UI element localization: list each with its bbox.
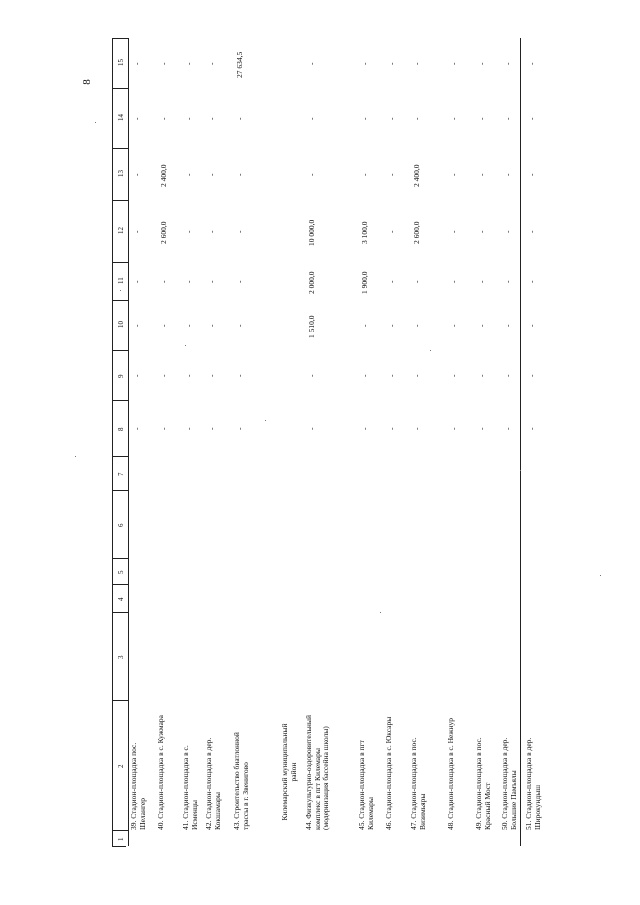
table-cell-col-9: - bbox=[527, 374, 536, 377]
table-cell-col-11: - bbox=[184, 280, 193, 283]
row-label: 47. Стадион-площадка в пос. Визимьяры bbox=[409, 737, 427, 830]
table-cell-col-8: - bbox=[235, 427, 244, 430]
row-label: 43. Строительство биатлонной трассы в г. Звенигово bbox=[232, 732, 250, 830]
header-separator bbox=[112, 584, 128, 585]
table-cell-col-8: - bbox=[387, 427, 396, 430]
table-cell-col-14: - bbox=[360, 117, 369, 120]
table-cell-col-14: - bbox=[132, 117, 141, 120]
table-cell-col-12: - bbox=[235, 230, 244, 233]
table-cell-col-13: - bbox=[307, 173, 316, 176]
table-cell-col-10: - bbox=[159, 324, 168, 327]
row-label: 41. Стадион-площадка в с. Исменцы bbox=[181, 745, 199, 830]
column-header: 1 bbox=[117, 837, 125, 841]
table-cell-col-15: - bbox=[503, 62, 512, 65]
column-header: 9 bbox=[117, 374, 125, 378]
table-cell-col-15: - bbox=[132, 62, 141, 65]
table-cell-col-12: - bbox=[449, 230, 458, 233]
table-cell-col-11: - bbox=[412, 280, 421, 283]
table-cell-col-8: - bbox=[184, 427, 193, 430]
column-header: 13 bbox=[117, 170, 125, 177]
table-cell-col-11: - bbox=[503, 280, 512, 283]
table-cell-col-8: - bbox=[360, 427, 369, 430]
scan-speck bbox=[265, 420, 266, 421]
column-header: 12 bbox=[117, 227, 125, 234]
page-number: 8 bbox=[80, 79, 93, 85]
table-cell-col-13: - bbox=[207, 173, 216, 176]
table-cell-col-14: - bbox=[387, 117, 396, 120]
table-cell-col-10: - bbox=[387, 324, 396, 327]
table-cell-col-14: - bbox=[235, 117, 244, 120]
table-cell-col-8: - bbox=[307, 427, 316, 430]
scan-speck bbox=[185, 345, 186, 346]
table-cell-col-12: - bbox=[207, 230, 216, 233]
table-cell-col-10: - bbox=[412, 324, 421, 327]
table-cell-col-12: - bbox=[477, 230, 486, 233]
column-header: 3 bbox=[117, 655, 125, 659]
column-header: 5 bbox=[117, 570, 125, 574]
table-cell-col-9: - bbox=[184, 374, 193, 377]
table-cell-col-10: - bbox=[184, 324, 193, 327]
row-label: 49. Стадион-площадка в пос. Красный Мост bbox=[474, 737, 492, 830]
header-separator bbox=[112, 700, 128, 701]
table-cell-col-15: - bbox=[412, 62, 421, 65]
scan-speck bbox=[430, 350, 431, 351]
table-cell-col-9: - bbox=[449, 374, 458, 377]
table-cell-col-12: 10 000,0 bbox=[307, 219, 316, 247]
table-cell-col-9: - bbox=[387, 374, 396, 377]
row-label: 39. Стадион-площадка пос. Шелангер bbox=[129, 742, 147, 830]
header-separator bbox=[112, 456, 128, 457]
table-cell-col-13: - bbox=[503, 173, 512, 176]
table-cell-col-9: - bbox=[207, 374, 216, 377]
header-separator bbox=[112, 612, 128, 613]
header-separator bbox=[112, 830, 128, 831]
table-cell-col-10: - bbox=[207, 324, 216, 327]
table-cell-col-14: - bbox=[307, 117, 316, 120]
table-border-line bbox=[128, 38, 129, 846]
table-cell-col-11: - bbox=[477, 280, 486, 283]
table-cell-col-14: - bbox=[527, 117, 536, 120]
column-header: 11 bbox=[117, 277, 125, 284]
row-label: 48. Стадион-площадка в с. Нежнур bbox=[446, 717, 455, 830]
table-cell-col-10: - bbox=[360, 324, 369, 327]
table-border-line bbox=[520, 38, 521, 846]
header-separator bbox=[112, 88, 128, 89]
table-cell-col-9: - bbox=[412, 374, 421, 377]
table-bottom-line bbox=[112, 846, 126, 847]
table-cell-col-11: - bbox=[449, 280, 458, 283]
table-cell-col-11: - bbox=[159, 280, 168, 283]
table-cell-col-11: 1 900,0 bbox=[360, 271, 369, 295]
row-label: 50. Стадион-площадка в дер. Большие Памъялы bbox=[500, 737, 518, 830]
table-cell-col-13: 2 400,0 bbox=[159, 164, 168, 188]
row-label: 44. Физкультурно-оздоровительный комплекс в пгт Килемары (модернизация бассейна школы) bbox=[304, 715, 331, 830]
table-cell-col-12: - bbox=[184, 230, 193, 233]
row-label: 51. Стадион-площадка в дер. Широкундыш bbox=[524, 737, 542, 830]
table-cell-col-14: - bbox=[412, 117, 421, 120]
table-cell-col-15: - bbox=[387, 62, 396, 65]
table-cell-col-11: - bbox=[527, 280, 536, 283]
table-cell-col-9: - bbox=[477, 374, 486, 377]
table-cell-col-13: - bbox=[360, 173, 369, 176]
table-cell-col-9: - bbox=[503, 374, 512, 377]
table-cell-col-9: - bbox=[132, 374, 141, 377]
table-cell-col-15: - bbox=[360, 62, 369, 65]
table-cell-col-13: - bbox=[184, 173, 193, 176]
table-cell-col-15: 27 634,5 bbox=[235, 51, 244, 79]
column-header: 10 bbox=[117, 321, 125, 328]
table-cell-col-14: - bbox=[477, 117, 486, 120]
table-cell-col-8: - bbox=[527, 427, 536, 430]
column-header: 8 bbox=[117, 427, 125, 431]
column-header: 6 bbox=[117, 523, 125, 527]
row-label: 45. Стадион-площадка в пгт Килемары bbox=[357, 740, 375, 830]
header-separator bbox=[112, 350, 128, 351]
header-separator bbox=[112, 148, 128, 149]
table-cell-col-8: - bbox=[449, 427, 458, 430]
table-cell-col-8: - bbox=[412, 427, 421, 430]
table-cell-col-9: - bbox=[360, 374, 369, 377]
table-cell-col-12: - bbox=[503, 230, 512, 233]
header-separator bbox=[112, 262, 128, 263]
table-cell-col-13: - bbox=[477, 173, 486, 176]
table-cell-col-11: - bbox=[235, 280, 244, 283]
table-cell-col-10: - bbox=[477, 324, 486, 327]
table-cell-col-9: - bbox=[159, 374, 168, 377]
table-cell-col-11: 2 000,0 bbox=[307, 271, 316, 295]
table-cell-col-12: - bbox=[527, 230, 536, 233]
header-separator bbox=[112, 558, 128, 559]
header-separator bbox=[112, 38, 128, 39]
table-cell-col-10: - bbox=[527, 324, 536, 327]
table-cell-col-13: - bbox=[449, 173, 458, 176]
table-cell-col-10: - bbox=[449, 324, 458, 327]
table-cell-col-13: - bbox=[527, 173, 536, 176]
table-cell-col-10: - bbox=[503, 324, 512, 327]
table-cell-col-13: 2 400,0 bbox=[412, 164, 421, 188]
table-cell-col-8: - bbox=[477, 427, 486, 430]
table-cell-col-8: - bbox=[132, 427, 141, 430]
table-cell-col-10: - bbox=[132, 324, 141, 327]
table-cell-col-11: - bbox=[132, 280, 141, 283]
table-cell-col-15: - bbox=[159, 62, 168, 65]
table-cell-col-11: - bbox=[207, 280, 216, 283]
scan-speck bbox=[75, 456, 76, 457]
table-cell-col-15: - bbox=[477, 62, 486, 65]
scan-speck bbox=[600, 575, 601, 576]
table-cell-col-12: 2 600,0 bbox=[159, 221, 168, 245]
table-cell-col-10: - bbox=[235, 324, 244, 327]
header-separator bbox=[112, 200, 128, 201]
table-cell-col-14: - bbox=[503, 117, 512, 120]
scan-speck bbox=[120, 290, 121, 291]
table-cell-col-14: - bbox=[449, 117, 458, 120]
table-border-line bbox=[112, 38, 113, 846]
column-header: 15 bbox=[117, 59, 125, 66]
table-cell-col-12: - bbox=[387, 230, 396, 233]
table-cell-col-12: 2 600,0 bbox=[412, 221, 421, 245]
column-header: 2 bbox=[117, 764, 125, 768]
table-cell-col-15: - bbox=[449, 62, 458, 65]
table-cell-col-13: - bbox=[387, 173, 396, 176]
table-cell-col-9: - bbox=[235, 374, 244, 377]
scan-speck bbox=[380, 612, 381, 613]
column-header: 4 bbox=[117, 597, 125, 601]
row-label: 40. Стадион-площадка в с. Кужмара bbox=[156, 715, 165, 830]
column-header: 7 bbox=[117, 472, 125, 476]
table-cell-col-15: - bbox=[184, 62, 193, 65]
table-cell-col-8: - bbox=[503, 427, 512, 430]
table-cell-col-8: - bbox=[159, 427, 168, 430]
table-cell-col-12: - bbox=[132, 230, 141, 233]
row-label: 42. Стадион-площадка в дер. Кокшамары bbox=[204, 737, 222, 830]
table-cell-col-14: - bbox=[184, 117, 193, 120]
table-cell-col-15: - bbox=[527, 62, 536, 65]
table-cell-col-8: - bbox=[207, 427, 216, 430]
table-cell-col-13: - bbox=[132, 173, 141, 176]
table-cell-col-14: - bbox=[159, 117, 168, 120]
header-separator bbox=[112, 400, 128, 401]
table-cell-col-10: 1 510,0 bbox=[307, 315, 316, 339]
scan-speck bbox=[95, 122, 96, 123]
table-cell-col-11: - bbox=[387, 280, 396, 283]
table-cell-col-15: - bbox=[207, 62, 216, 65]
table-cell-col-9: - bbox=[307, 374, 316, 377]
column-header: 14 bbox=[117, 114, 125, 121]
table-cell-col-13: - bbox=[235, 173, 244, 176]
row-label: Килемарский муниципальный район bbox=[280, 723, 298, 821]
table-cell-col-15: - bbox=[307, 62, 316, 65]
table-cell-col-14: - bbox=[207, 117, 216, 120]
scan-speck bbox=[520, 470, 521, 471]
header-separator bbox=[112, 300, 128, 301]
header-separator bbox=[112, 490, 128, 491]
table-cell-col-12: 3 100,0 bbox=[360, 221, 369, 245]
row-label: 46. Стадион-площадка в с. Юксары bbox=[384, 716, 393, 830]
